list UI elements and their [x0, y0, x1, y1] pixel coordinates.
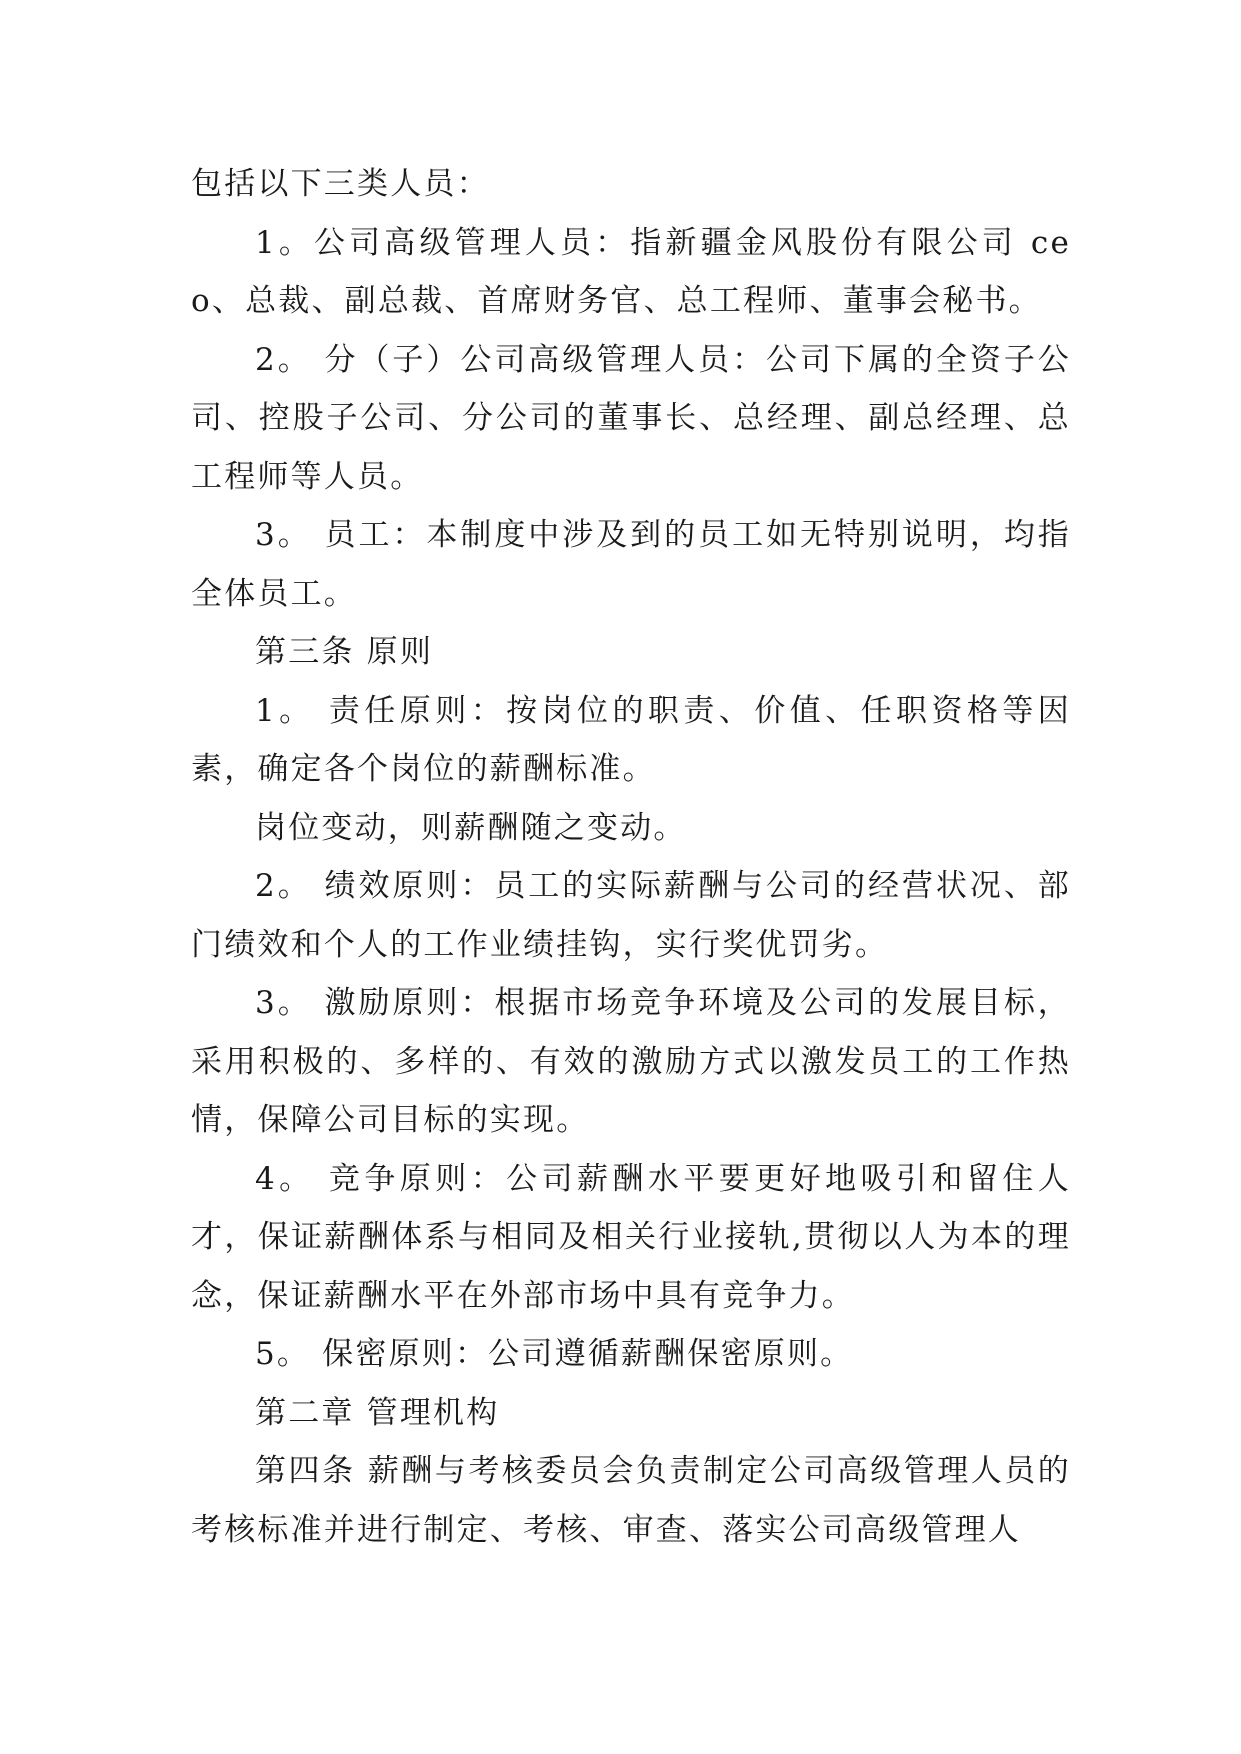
paragraph: 3。 激励原则：根据市场竞争环境及公司的发展目标，采用积极的、多样的、有效的激励方式以激发员工的工作热情，保障公司目标的实现。: [191, 985, 1071, 1138]
section-heading: 第三条 原则: [255, 634, 434, 670]
document-body: [191, 155, 1071, 1559]
chapter-heading: 第二章 管理机构: [255, 1394, 500, 1431]
paragraph: 第四条 薪酬与考核委员会负责制定公司高级管理人员的考核标准并进行制定、考核、审查、落实公司高级管理人: [191, 1453, 1071, 1548]
paragraph: 1。公司高级管理人员：指新疆金风股份有限公司 ceo、总裁、副总裁、首席财务官、总工程师、董事会秘书。: [191, 224, 1071, 319]
paragraph: 包括以下三类人员：: [191, 166, 490, 202]
paragraph: 5。 保密原则：公司遵循薪酬保密原则。: [255, 1336, 854, 1372]
paragraph: 1。 责任原则：按岗位的职责、价值、任职资格等因素，确定各个岗位的薪酬标准。: [191, 692, 1071, 787]
paragraph: 岗位变动，则薪酬随之变动。: [255, 809, 687, 846]
paragraph: 4。 竞争原则：公司薪酬水平要更好地吸引和留住人才，保证薪酬体系与相同及相关行业接轨,贯彻以人为本的理念，保证薪酬水平在外部市场中具有竞争力。: [191, 1160, 1071, 1314]
paragraph: 2。 绩效原则：员工的实际薪酬与公司的经营状况、部门绩效和个人的工作业绩挂钩，实行奖优罚劣。: [191, 868, 1071, 963]
paragraph: 3。 员工：本制度中涉及到的员工如无特别说明，均指全体员工。: [191, 517, 1071, 612]
paragraph: 2。 分（子）公司高级管理人员：公司下属的全资子公司、控股子公司、分公司的董事长、总经理、副总经理、总工程师等人员。: [191, 341, 1071, 495]
